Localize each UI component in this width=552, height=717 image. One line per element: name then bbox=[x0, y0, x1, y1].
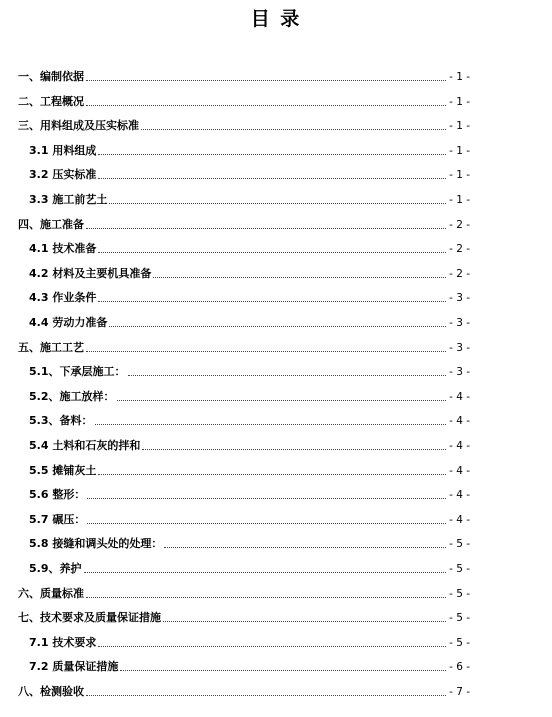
toc-entry-label: 5.7 碾压： bbox=[29, 512, 86, 526]
toc-entry-page-number: - 1 - bbox=[449, 194, 470, 206]
toc-entry[interactable] bbox=[29, 382, 470, 404]
dot-leader bbox=[98, 154, 446, 155]
dot-leader bbox=[86, 228, 446, 229]
toc-entry-page-number: - 1 - bbox=[449, 169, 470, 182]
toc-entry[interactable] bbox=[18, 579, 470, 601]
dot-leader bbox=[87, 498, 446, 499]
toc-entry-label: 5.6 整形： bbox=[29, 488, 86, 502]
dot-leader bbox=[95, 424, 447, 425]
toc-entry-page-number: - 3 - bbox=[449, 366, 470, 379]
toc-entry-page-number: - 4 - bbox=[449, 464, 470, 477]
toc-entry-page-number: - 4 - bbox=[449, 440, 470, 452]
toc-entry[interactable] bbox=[18, 603, 470, 625]
toc-entry-label: 一、编制依据 bbox=[18, 70, 84, 83]
toc-entry-page-number: - 5 - bbox=[449, 636, 470, 649]
dot-leader bbox=[142, 449, 446, 450]
toc-entry[interactable] bbox=[18, 87, 470, 109]
toc-entry-label: 7.1 技术要求 bbox=[29, 635, 97, 649]
toc-entry-label: 五、施工工艺 bbox=[18, 340, 84, 354]
toc-entry-page-number: - 1 - bbox=[449, 144, 470, 157]
dot-leader bbox=[86, 695, 446, 696]
toc-entry-label: 4.3 作业条件 bbox=[29, 291, 97, 305]
dot-leader bbox=[87, 523, 446, 524]
dot-leader bbox=[98, 646, 446, 647]
toc-entry-page-number: - 3 - bbox=[449, 292, 470, 305]
dot-leader bbox=[120, 670, 446, 671]
toc-entry-page-number: - 4 - bbox=[449, 489, 470, 502]
toc-entry-page-number: - 5 - bbox=[449, 538, 470, 551]
toc-entry[interactable] bbox=[29, 505, 470, 527]
dot-leader bbox=[98, 178, 446, 179]
dot-leader bbox=[109, 326, 446, 327]
toc-entry[interactable] bbox=[29, 652, 470, 674]
dot-leader bbox=[86, 351, 446, 352]
dot-leader bbox=[117, 400, 447, 401]
dot-leader bbox=[163, 621, 446, 622]
dot-leader bbox=[153, 277, 446, 278]
dot-leader bbox=[86, 80, 446, 81]
toc-entry-label: 七、技术要求及质量保证措施 bbox=[18, 611, 161, 625]
toc-entry[interactable] bbox=[29, 283, 470, 305]
toc-entry-page-number: - 4 - bbox=[449, 513, 470, 526]
toc-entry-label: 三、用料组成及压实标准 bbox=[18, 119, 139, 133]
toc-entry-label: 5.9、养护 bbox=[29, 562, 82, 575]
toc-entry-page-number: - 5 - bbox=[449, 563, 470, 575]
toc-entry[interactable] bbox=[29, 234, 470, 256]
toc-entry[interactable] bbox=[29, 554, 470, 576]
dot-leader bbox=[84, 572, 447, 573]
toc-entry[interactable] bbox=[29, 628, 470, 650]
toc-entry-label: 4.2 材料及主要机具准备 bbox=[29, 266, 152, 280]
toc-entry-page-number: - 2 - bbox=[449, 243, 470, 256]
toc-entry-label: 7.2 质量保证措施 bbox=[29, 660, 119, 674]
toc-entry-label: 5.2、施工放样： bbox=[29, 389, 115, 403]
toc-entry-page-number: - 3 - bbox=[449, 341, 470, 354]
toc-entry-page-number: - 4 - bbox=[449, 415, 470, 428]
toc-entry-label: 六、质量标准 bbox=[18, 586, 84, 600]
toc-entry[interactable] bbox=[18, 333, 470, 355]
toc-entry-label: 3.2 压实标准 bbox=[29, 168, 97, 182]
toc-entry[interactable] bbox=[18, 111, 470, 133]
toc-entry-label: 3.3 施工前艺土 bbox=[29, 193, 108, 206]
dot-leader bbox=[98, 301, 446, 302]
toc-entry-label: 5.5 摊铺灰土 bbox=[29, 463, 97, 477]
dot-leader bbox=[86, 597, 446, 598]
toc-entry-page-number: - 7 - bbox=[449, 686, 470, 698]
toc-entry-page-number: - 2 - bbox=[449, 218, 470, 231]
toc-entry-label: 4.4 劳动力准备 bbox=[29, 316, 108, 329]
toc-entry-page-number: - 5 - bbox=[449, 587, 470, 600]
toc-entry[interactable] bbox=[18, 210, 470, 232]
toc-entry-page-number: - 4 - bbox=[449, 390, 470, 403]
toc-entry-page-number: - 1 - bbox=[449, 120, 470, 133]
toc-entry[interactable] bbox=[29, 259, 470, 281]
toc-entry-label: 四、施工准备 bbox=[18, 217, 84, 231]
toc-entry[interactable] bbox=[29, 136, 470, 158]
toc-entry[interactable] bbox=[29, 357, 470, 379]
toc-entry[interactable] bbox=[29, 185, 470, 207]
dot-leader bbox=[128, 375, 447, 376]
toc-entry[interactable] bbox=[29, 431, 470, 453]
toc-entry[interactable] bbox=[29, 480, 470, 502]
toc-entry[interactable] bbox=[29, 456, 470, 478]
toc-entry-label: 二、工程概况 bbox=[18, 94, 84, 108]
toc-entry-page-number: - 3 - bbox=[449, 317, 470, 329]
toc-entry-label: 5.4 土料和石灰的拌和 bbox=[29, 439, 141, 452]
toc-entry-page-number: - 2 - bbox=[449, 267, 470, 280]
dot-leader bbox=[141, 129, 446, 130]
toc-entry-label: 八、检测验收 bbox=[18, 685, 84, 698]
dot-leader bbox=[86, 105, 446, 106]
toc-entry[interactable] bbox=[29, 406, 470, 428]
toc-entry-label: 4.1 技术准备 bbox=[29, 242, 97, 256]
toc-entry-page-number: - 1 - bbox=[449, 95, 470, 108]
toc-entry-label: 5.8 接缝和调头处的处理： bbox=[29, 537, 163, 551]
toc-entry-page-number: - 6 - bbox=[449, 661, 470, 674]
dot-leader bbox=[98, 252, 446, 253]
dot-leader bbox=[164, 547, 446, 548]
toc-entry-label: 5.1、下承层施工： bbox=[29, 365, 126, 379]
dot-leader bbox=[109, 203, 446, 204]
toc-entry[interactable] bbox=[18, 677, 470, 699]
toc-entry-label: 5.3、备料： bbox=[29, 414, 93, 428]
toc-entry[interactable] bbox=[18, 62, 470, 84]
toc-entry-page-number: - 1 - bbox=[449, 71, 470, 83]
toc-entry-label: 3.1 用料组成 bbox=[29, 143, 97, 157]
toc-entry[interactable] bbox=[29, 308, 470, 330]
toc-entry[interactable] bbox=[29, 529, 470, 551]
toc-entry[interactable] bbox=[29, 160, 470, 182]
toc-entry-page-number: - 5 - bbox=[449, 612, 470, 625]
dot-leader bbox=[98, 474, 446, 475]
page-title: 目 录 bbox=[250, 8, 302, 30]
